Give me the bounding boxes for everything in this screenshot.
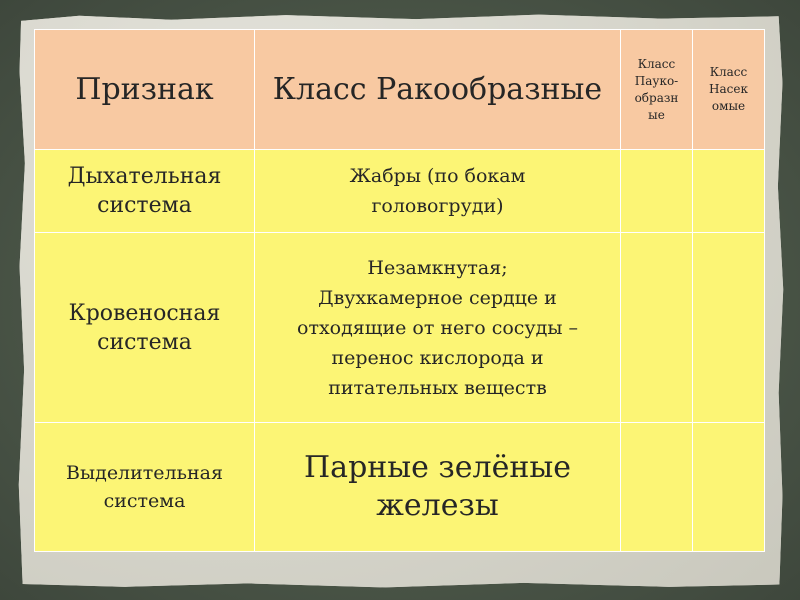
row-excretory-arachnids bbox=[621, 423, 693, 552]
header-arachnids: Класс Пауко- образн ые bbox=[621, 30, 693, 150]
header-feature: Признак bbox=[35, 30, 255, 150]
row-excretory-insects bbox=[693, 423, 765, 552]
row-circulatory-crustaceans: Незамкнутая; Двухкамерное сердце и отходящие от него сосуды – перенос кислорода и питательных веществ bbox=[255, 233, 621, 423]
header-crustaceans: Класс Ракообразные bbox=[255, 30, 621, 150]
row-respiratory-insects bbox=[693, 150, 765, 233]
table-row bbox=[35, 150, 765, 233]
row-circulatory-feature: Кровеносная система bbox=[35, 233, 255, 423]
table-row bbox=[35, 423, 765, 552]
header-insects: Класс Насек омые bbox=[693, 30, 765, 150]
table-row bbox=[35, 233, 765, 423]
row-circulatory-arachnids bbox=[621, 233, 693, 423]
row-excretory-feature: Выделительная система bbox=[35, 423, 255, 552]
table-header-row bbox=[35, 30, 765, 150]
comparison-table bbox=[34, 29, 765, 552]
row-respiratory-crustaceans: Жабры (по бокам головогруди) bbox=[255, 150, 621, 233]
row-respiratory-arachnids bbox=[621, 150, 693, 233]
row-circulatory-insects bbox=[693, 233, 765, 423]
row-respiratory-feature: Дыхательная система bbox=[35, 150, 255, 233]
row-excretory-crustaceans: Парные зелёные железы bbox=[255, 423, 621, 552]
